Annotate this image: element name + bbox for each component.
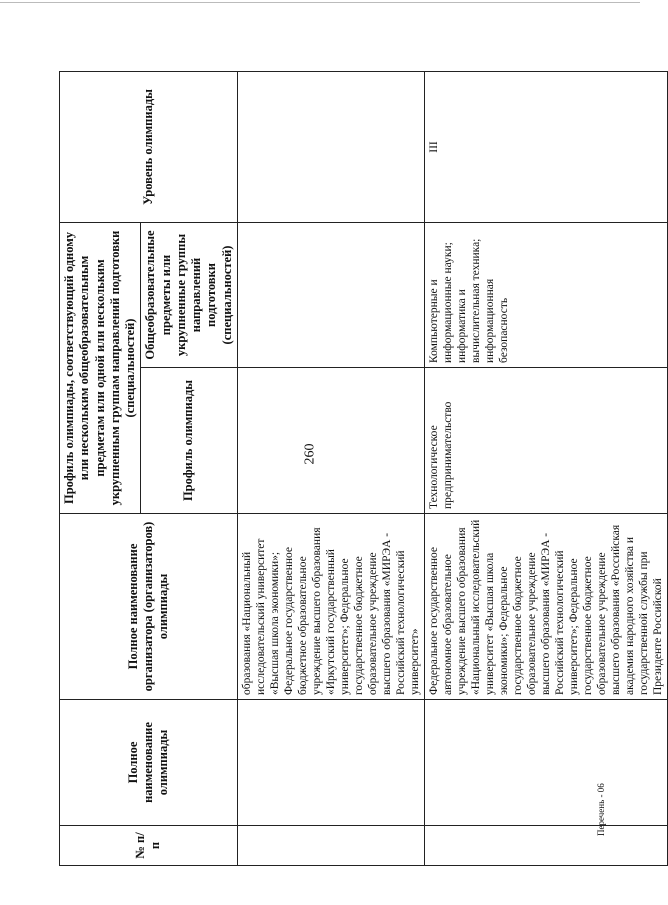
header-row xyxy=(60,71,141,865)
header-num: № п/п xyxy=(60,826,238,866)
footer-text: Перечень - 06 xyxy=(596,783,606,836)
cell-profile: Технологическое предпринимательство xyxy=(424,368,667,514)
header-profile: Профиль олимпиады xyxy=(141,368,238,514)
header-name: Полное наименование олимпиады xyxy=(60,700,238,826)
header-subjects: Общеобразовательные предметы или укрупненные группы направлений подготовки (специальностей) xyxy=(141,222,238,367)
header-profile-group: Профиль олимпиады, соответствующий одному или нескольким общеобразовательным предметам или одной или нескольким укрупненным группам направлений подготовки (специальностей) xyxy=(60,222,141,513)
header-level: Уровень олимпиады xyxy=(60,71,238,222)
table-row xyxy=(237,71,424,865)
top-rule xyxy=(0,2,640,3)
cell-num xyxy=(237,826,424,866)
cell-num xyxy=(424,826,667,866)
cell-subjects: Компьютерные и информационные науки; информатика и вычислительная техника; информационная безопасность xyxy=(424,222,667,367)
cell-subjects xyxy=(237,222,424,367)
header-organizer: Полное наименование организатора (организаторов) олимпиады xyxy=(60,514,238,700)
page-number: 260 xyxy=(302,443,318,465)
olympiad-table xyxy=(59,71,668,866)
cell-organizer: образования «Национальный исследовательский университет «Высшая школа экономики»; Федеральное государственное бюджетное образовательное учреждение высшего образования «Иркутский государственный университет»; Федеральное государственное бюджетное образовательное учреждение высшего образования «МИРЭА - Российский технологический университет» xyxy=(237,514,424,700)
cell-level xyxy=(237,71,424,222)
table-row xyxy=(424,71,667,865)
cell-name xyxy=(424,700,667,826)
cell-profile xyxy=(237,368,424,514)
cell-organizer: Федеральное государственное автономное образовательное учреждение высшего образования «Национальный исследовательский университет «Высшая школа экономики»; Федеральное государственное бюджетное образовательное учреждение высшего образования «МИРЭА - Российский технологический университет»; Федеральное государственное бюджетное образовательное учреждение высшего образования «Российская академия народного хозяйства и государственной службы при Президенте Российской xyxy=(424,514,667,700)
cell-level: III xyxy=(424,71,667,222)
cell-name xyxy=(237,700,424,826)
